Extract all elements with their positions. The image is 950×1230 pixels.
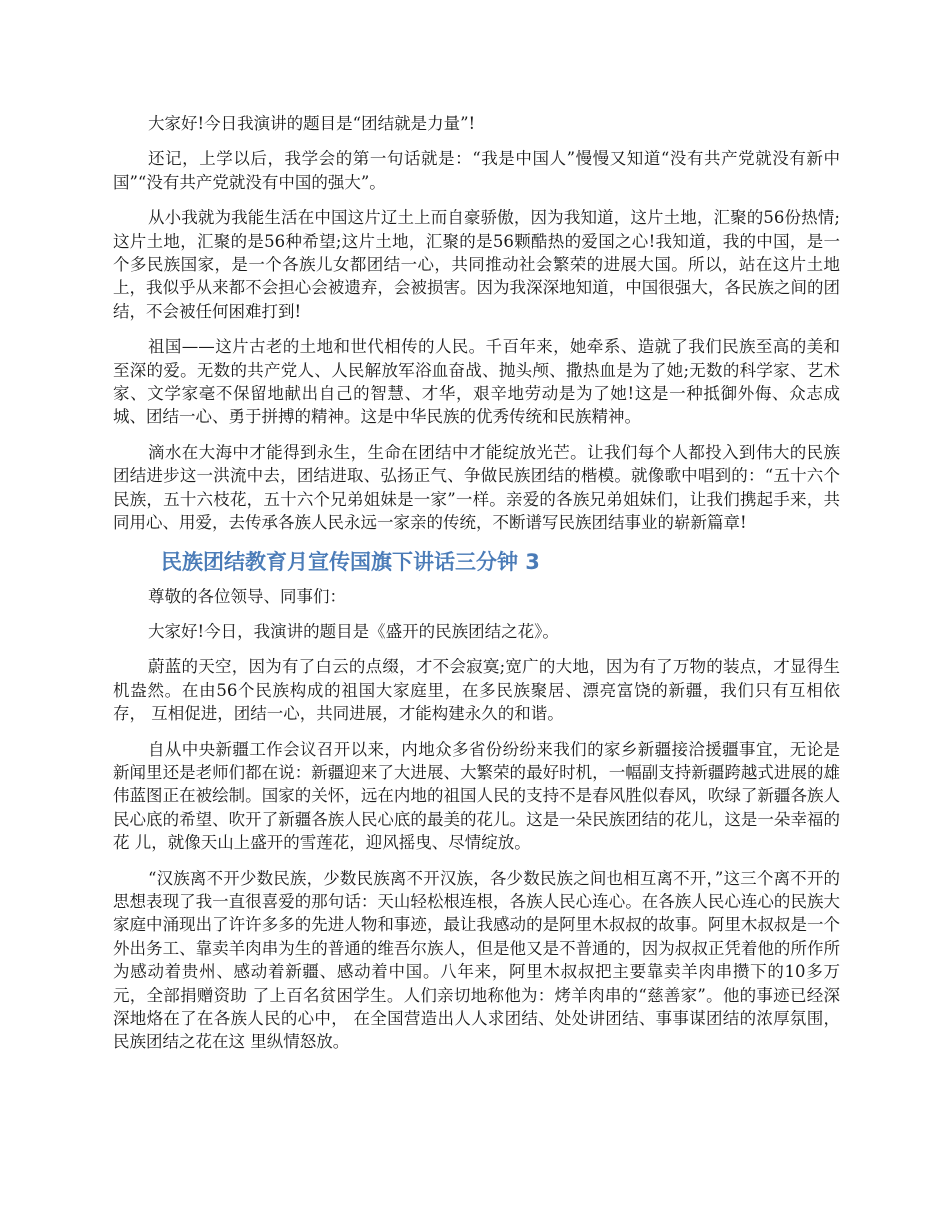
paragraph: 尊敬的各位领导、同事们：	[148, 586, 346, 606]
paragraph: 大家好!今日，我演讲的题目是《盛开的民族团结之花》。	[148, 621, 559, 641]
paragraph: 自从中央新疆工作会议召开以来，内地众多省份纷纷来我们的家乡新疆接洽援疆事宜，无论是新闻里还是老师们都在说：新疆迎来了大进展、大繁荣的最好时机，一幅副支持新疆跨越式进展的雄伟蓝图正在被绘制。国家的关怀，远在内地的祖国人民的支持不是春风胜似春风，吹绿了新疆各族人民心底的希望、吹开了新疆各族人民心底的最美的花儿。这是一朵民族团结的花儿，这是一朵幸福的花 儿，就像天山上盛开的雪莲花，迎风摇曳、尽情绽放。	[113, 739, 840, 853]
paragraph: 大家好!今日我演讲的题目是“团结就是力量”!	[148, 114, 476, 133]
paragraph: 从小我就为我能生活在中国这片辽土上而自豪骄傲，因为我知道，这片土地，汇聚的56份热情;这片土地，汇聚的是56种希望;这片土地，汇聚的是56颗酷热的爱国之心!我知道，我的中国，是一个多民族国家，是一个各族儿女都团结一心，共同推动社会繁荣的进展大国。所以，站在这片土地上，我似乎从来都不会担心会被遗弃，会被损害。因为我深深地知道，中国很强大，各民族之间的团结，不会被任何困难打到!	[113, 208, 840, 321]
document-page	[113, 112, 840, 1066]
paragraph: 还记，上学以后，我学会的第一句话就是：“我是中国人”慢慢又知道“没有共产党就没有新中国”“没有共产党就没有中国的强大”。	[113, 149, 840, 192]
paragraph: 滴水在大海中才能得到永生，生命在团结中才能绽放光芒。让我们每个人都投入到伟大的民族团结进步这一洪流中去，团结进取、弘扬正气、争做民族团结的楷模。就像歌中唱到的：“五十六个民族，五十六枝花，五十六个兄弟姐妹是一家”一样。亲爱的各族兄弟姐妹们，让我们携起手来，共同用心、用爱，去传承各族人民永远一家亲的传统，不断谱写民族团结事业的崭新篇章!	[113, 442, 840, 533]
paragraph: 祖国——这片古老的土地和世代相传的人民。千百年来，她牵系、造就了我们民族至高的美和至深的爱。无数的共产党人、人民解放军浴血奋战、抛头颅、撒热血是为了她;无数的科学家、艺术家、文学家毫不保留地献出自己的智慧、才华，艰辛地劳动是为了她!这是一种抵御外侮、众志成城、团结一心、勇于拼搏的精神。这是中华民族的优秀传统和民族精神。	[113, 337, 840, 427]
paragraph: 蔚蓝的天空，因为有了白云的点缀，才不会寂寞;宽广的大地，因为有了万物的装点，才显得生机盎然。在由56个民族构成的祖国大家庭里，在多民族聚居、漂亮富饶的新疆，我们只有互相依存， 互相促进，团结一心，共同进展，才能构建永久的和谐。	[113, 657, 840, 724]
paragraph: “汉族离不开少数民族，少数民族离不开汉族，各少数民族之间也相互离不开，”这三个离不开的思想表现了我一直很喜爱的那句话：天山轻松根连根，各族人民心连心。在各族人民心连心的民族大家庭中涌现出了许许多多的先进人物和事迹，最让我感动的是阿里木叔叔的故事。阿里木叔叔是一个外出务工、靠卖羊肉串为生的普通的维吾尔族人，但是他又是不普通的，因为叔叔正凭着他的所作所为感动着贵州、感动着新疆、感动着中国。八年来，阿里木叔叔把主要靠卖羊肉串攒下的10多万元，全部捐赠资助 了上百名贫困学生。人们亲切地称他为：烤羊肉串的“慈善家”。他的事迹已经深深地烙在了在各族人民的心中， 在全国营造出人人求团结、处处讲团结、事事谋团结的浓厚氛围，民族团结之花在这 里纵情怒放。	[113, 868, 840, 1052]
section-heading: 民族团结教育月宣传国旗下讲话三分钟 3	[161, 549, 540, 574]
